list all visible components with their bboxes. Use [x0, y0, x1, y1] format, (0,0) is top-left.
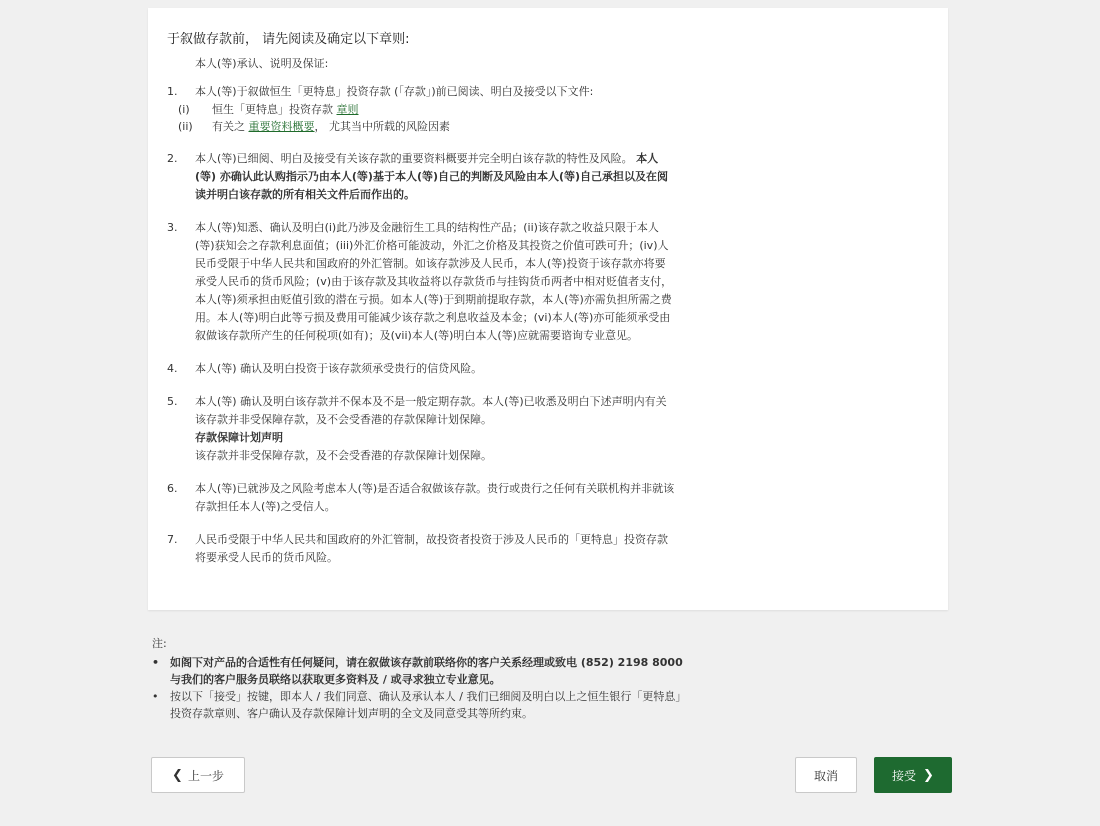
sub-item-number: (i) — [178, 103, 190, 116]
clause-bold-text: 本人 (等) 亦确认此认购指示乃由本人(等)基于本人(等)自己的判断及风险由本人(等)自己承担以及在阅读并明白该存款的所有相关文件后而作出的。 — [195, 152, 669, 201]
note-item — [152, 688, 692, 722]
clause-text: 本人(等)已就涉及之风险考虑本人(等)是否适合叙做该存款。贵行或贵行之任何有关联机构并非就该存款担任本人(等)之受信人。 — [195, 482, 675, 513]
cancel-button[interactable] — [795, 757, 857, 793]
clause-6 — [167, 480, 948, 516]
clause-number: 5. — [167, 395, 178, 408]
clause-text: 本人(等) 确认及明白该存款并不保本及不是一般定期存款。本人(等)已收悉及明白下述声明内有关该存款并非受保障存款，及不会受香港的存款保障计划保障。 — [195, 395, 667, 426]
accept-button-label: 接受 — [892, 768, 917, 783]
dps-heading: 存款保障计划声明 — [195, 431, 283, 444]
sub-item-prefix: 有关之 — [212, 120, 245, 133]
note-item — [152, 654, 692, 688]
accept-button[interactable] — [874, 757, 952, 793]
note-text: 如阁下对产品的合适性有任何疑问，请在叙做该存款前联络你的客户关系经理或致电 (852) 2198 8000 与我们的客户服务员联络以获取更多资料及 / 或寻求独立专业意见。 — [170, 656, 683, 686]
back-button-label: 上一步 — [187, 768, 224, 783]
clause-text: 本人(等)于叙做恒生「更特息」投资存款 (「存款」)前已阅读、明白及接受以下文件: — [195, 85, 594, 98]
clause-text: 人民币受限于中华人民共和国政府的外汇管制，故投资者投资于涉及人民币的「更特息」投资存款将要承受人民币的货币风险。 — [195, 533, 668, 564]
clause-number: 6. — [167, 482, 178, 495]
cancel-button-label: 取消 — [813, 768, 838, 783]
clause-7 — [167, 531, 948, 567]
chevron-left-icon: ❮ — [172, 767, 183, 783]
notes-label: 注: — [152, 637, 167, 650]
clause-number: 1. — [167, 85, 178, 98]
chevron-right-icon: ❯ — [923, 767, 934, 783]
terms-card — [148, 8, 948, 610]
sub-item-text: 恒生「更特息」投资存款 — [212, 103, 333, 116]
note-text: 按以下「接受」按键，即本人 / 我们同意、确认及承认本人 / 我们已细阅及明白以上之恒生银行「更特息」投资存款章则、客户确认及存款保障计划声明的全文及同意受其等所约束。 — [170, 690, 687, 720]
notes-section — [152, 635, 692, 722]
clause-number: 2. — [167, 152, 178, 165]
sub-item-suffix: ， 尤其当中所载的风险因素 — [314, 120, 450, 133]
clause-number: 7. — [167, 533, 178, 546]
sub-item-number: (ii) — [178, 120, 193, 133]
clause-number: 4. — [167, 362, 178, 375]
clause-5 — [167, 393, 948, 465]
bullet-icon: • — [152, 656, 160, 669]
terms-link[interactable]: 章则 — [336, 103, 359, 116]
clause-2 — [167, 150, 948, 204]
page-title: 于叙做存款前， 请先阅读及确定以下章则: — [167, 32, 410, 47]
key-facts-link[interactable]: 重要资料概要 — [248, 120, 315, 133]
clause-4 — [167, 360, 948, 378]
sub-item — [178, 101, 675, 118]
bullet-icon: • — [152, 690, 159, 703]
clause-text: 本人(等)知悉、确认及明白(i)此乃涉及金融衍生工具的结构性产品；(ii)该存款之收益只限于本人(等)获知会之存款利息面值；(iii)外汇价格可能波动，外汇之价格及其投资之价值可跌可升；(iv)人民币受限于中华人民共和国政府的外汇管制。如该存款涉及人民币，本人(等)投资于该存款亦将要承受人民币的货币风险；(v)由于该存款及其收益将以存款货币与挂钩货币两者中相对贬值者支付，本人(等)须承担由贬值引致的潜在亏损。如本人(等)于到期前提取存款，本人(等)亦需负担所需之费用。本人(等)明白此等亏损及费用可能减少该存款之利息收益及本金；(vi)本人(等)亦可能须承受由叙做该存款所产生的任何税项(如有)；及(vii)本人(等)明白本人(等)应就需要谘询专业意见。 — [195, 221, 673, 342]
intro-text: 本人(等)承认、说明及保证: — [195, 57, 329, 70]
sub-item — [178, 118, 675, 135]
clause-text: 本人(等)已细阅、明白及接受有关该存款的重要资料概要并完全明白该存款的特性及风险。 — [195, 152, 633, 165]
back-button[interactable] — [151, 757, 245, 793]
clause-number: 3. — [167, 221, 178, 234]
clause-text: 本人(等) 确认及明白投资于该存款须承受贵行的信贷风险。 — [195, 362, 483, 375]
clause-3 — [167, 219, 948, 345]
dps-statement: 该存款并非受保障存款，及不会受香港的存款保障计划保障。 — [195, 449, 492, 462]
clause-1 — [167, 83, 948, 135]
